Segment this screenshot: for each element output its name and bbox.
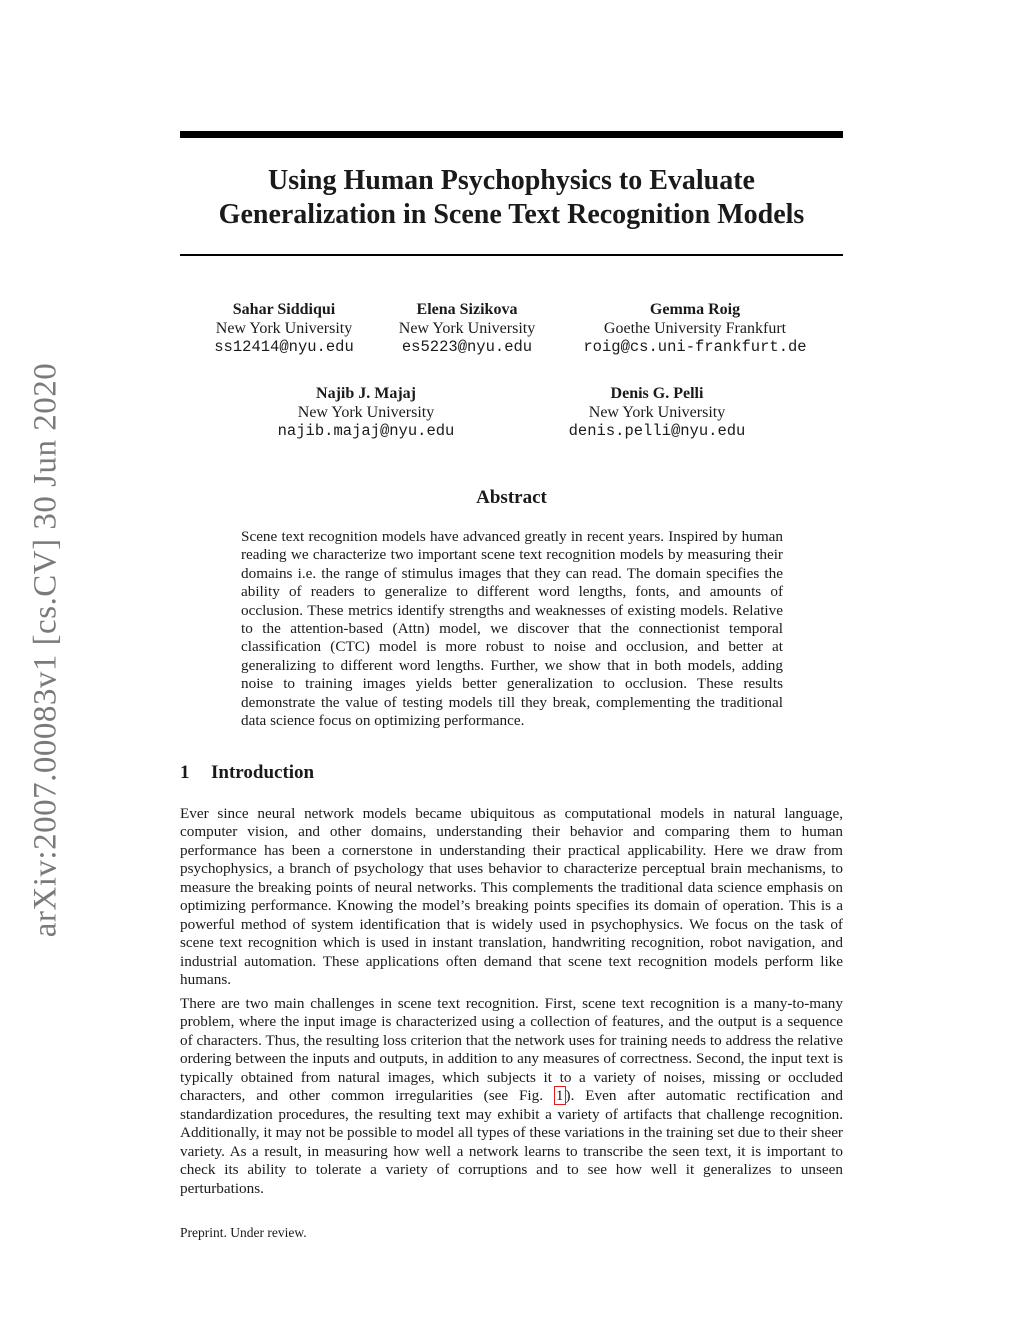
section-title: Introduction [211, 762, 315, 783]
paragraph-text: ). Even after automatic rectification and standardization procedures, the resulting text may exhibit a variety of artifacts that challenge recognition. Additionally, it may not be possible to model all types of these variations in the training set due to their sheer variety. As a result, in measuring how well a network learns to transcribe the seen text, it is important to check its ability to tolerate a variety of corruptions and to see how well it generalizes to unseen perturbations. [180, 1087, 843, 1197]
intro-paragraph-2 [180, 995, 843, 1198]
title-bottom-rule [180, 254, 843, 256]
author-email: najib.majaj@nyu.edu [277, 422, 455, 440]
title-line-2: Generalization in Scene Text Recognition Models [218, 199, 805, 230]
intro-paragraph-1: Ever since neural network models became ubiquitous as computational models in natural language, computer vision, and other domains, understanding their behavior and comparing them to human performance has been a cornerstone in understanding their practical applicability. Here we draw from psychophysics, a branch of psychology that uses behavior to characterize perceptual brain mechanisms, to measure the breaking points of neural networks. This complements the traditional data science emphasis on optimizing performance. Knowing the model’s breaking points specifies its domain of operation. This is a powerful method of system identification that is widely used in psychophysics. We focus on the task of scene text recognition which is used in instant translation, handwriting recognition, robot navigation, and industrial automation. These applications often demand that scene text recognition models perform like humans. [180, 805, 843, 989]
author-name: Denis G. Pelli [610, 385, 704, 402]
author-email: roig@cs.uni-frankfurt.de [583, 338, 807, 356]
title-top-rule [180, 131, 843, 138]
paragraph-text: There are two main challenges in scene text recognition. First, scene text recognition is a many-to-many problem, where the input image is characterized using a collection of features, and the output is a sequence of characters. Thus, the resulting loss criterion that the network uses for training needs to address the relative ordering between the inputs and outputs, in addition to any measures of correctness. Second, the input text is typically obtained from natural images, which subjects it to a variety of noises, missing or occluded characters, and other common irregularities (see Fig. [180, 995, 843, 1105]
author-name: Gemma Roig [649, 301, 741, 318]
footer-note: Preprint. Under review. [180, 1225, 307, 1240]
abstract-text: Scene text recognition models have advanced greatly in recent years. Inspired by human reading we characterize two important scene text recognition models by measuring their domains i.e. the range of stimulus images that they can read. The domain specifies the ability of readers to generalize to different word lengths, fonts, and amounts of occlusion. These metrics identify strengths and weaknesses of existing models. Relative to the attention-based (Attn) model, we discover that the connectionist temporal classification (CTC) model is more robust to noise and occlusion, and better at generalizing to different word lengths. Further, we show that in both models, adding noise to training images yields better generalization to occlusion. These results demonstrate the value of testing models till they break, complementing the traditional data science focus on optimizing performance. [241, 528, 783, 730]
author-email: es5223@nyu.edu [401, 338, 533, 356]
author-block [569, 384, 746, 441]
author-name: Najib J. Majaj [316, 385, 416, 402]
author-block [214, 300, 354, 357]
author-name: Elena Sizikova [416, 301, 518, 318]
author-block [278, 384, 455, 441]
arxiv-stamp: arXiv:2007.00083v1 [cs.CV] 30 Jun 2020 [27, 362, 64, 938]
author-email: ss12414@nyu.edu [214, 338, 354, 356]
author-affiliation: New York University [215, 320, 353, 337]
author-email: denis.pelli@nyu.edu [568, 422, 746, 440]
paper-title [180, 164, 843, 232]
author-affiliation: Goethe University Frankfurt [603, 320, 787, 337]
author-affiliation: New York University [588, 404, 726, 421]
title-line-1: Using Human Psychophysics to Evaluate [268, 165, 755, 196]
author-affiliation: New York University [297, 404, 435, 421]
figure-reference-link[interactable]: 1 [555, 1087, 564, 1105]
author-name: Sahar Siddiqui [232, 301, 336, 318]
abstract-heading: Abstract [476, 487, 547, 508]
author-block [583, 300, 806, 357]
author-block [399, 300, 535, 357]
section-heading [180, 762, 314, 784]
author-affiliation: New York University [398, 320, 536, 337]
section-number: 1 [180, 762, 190, 783]
